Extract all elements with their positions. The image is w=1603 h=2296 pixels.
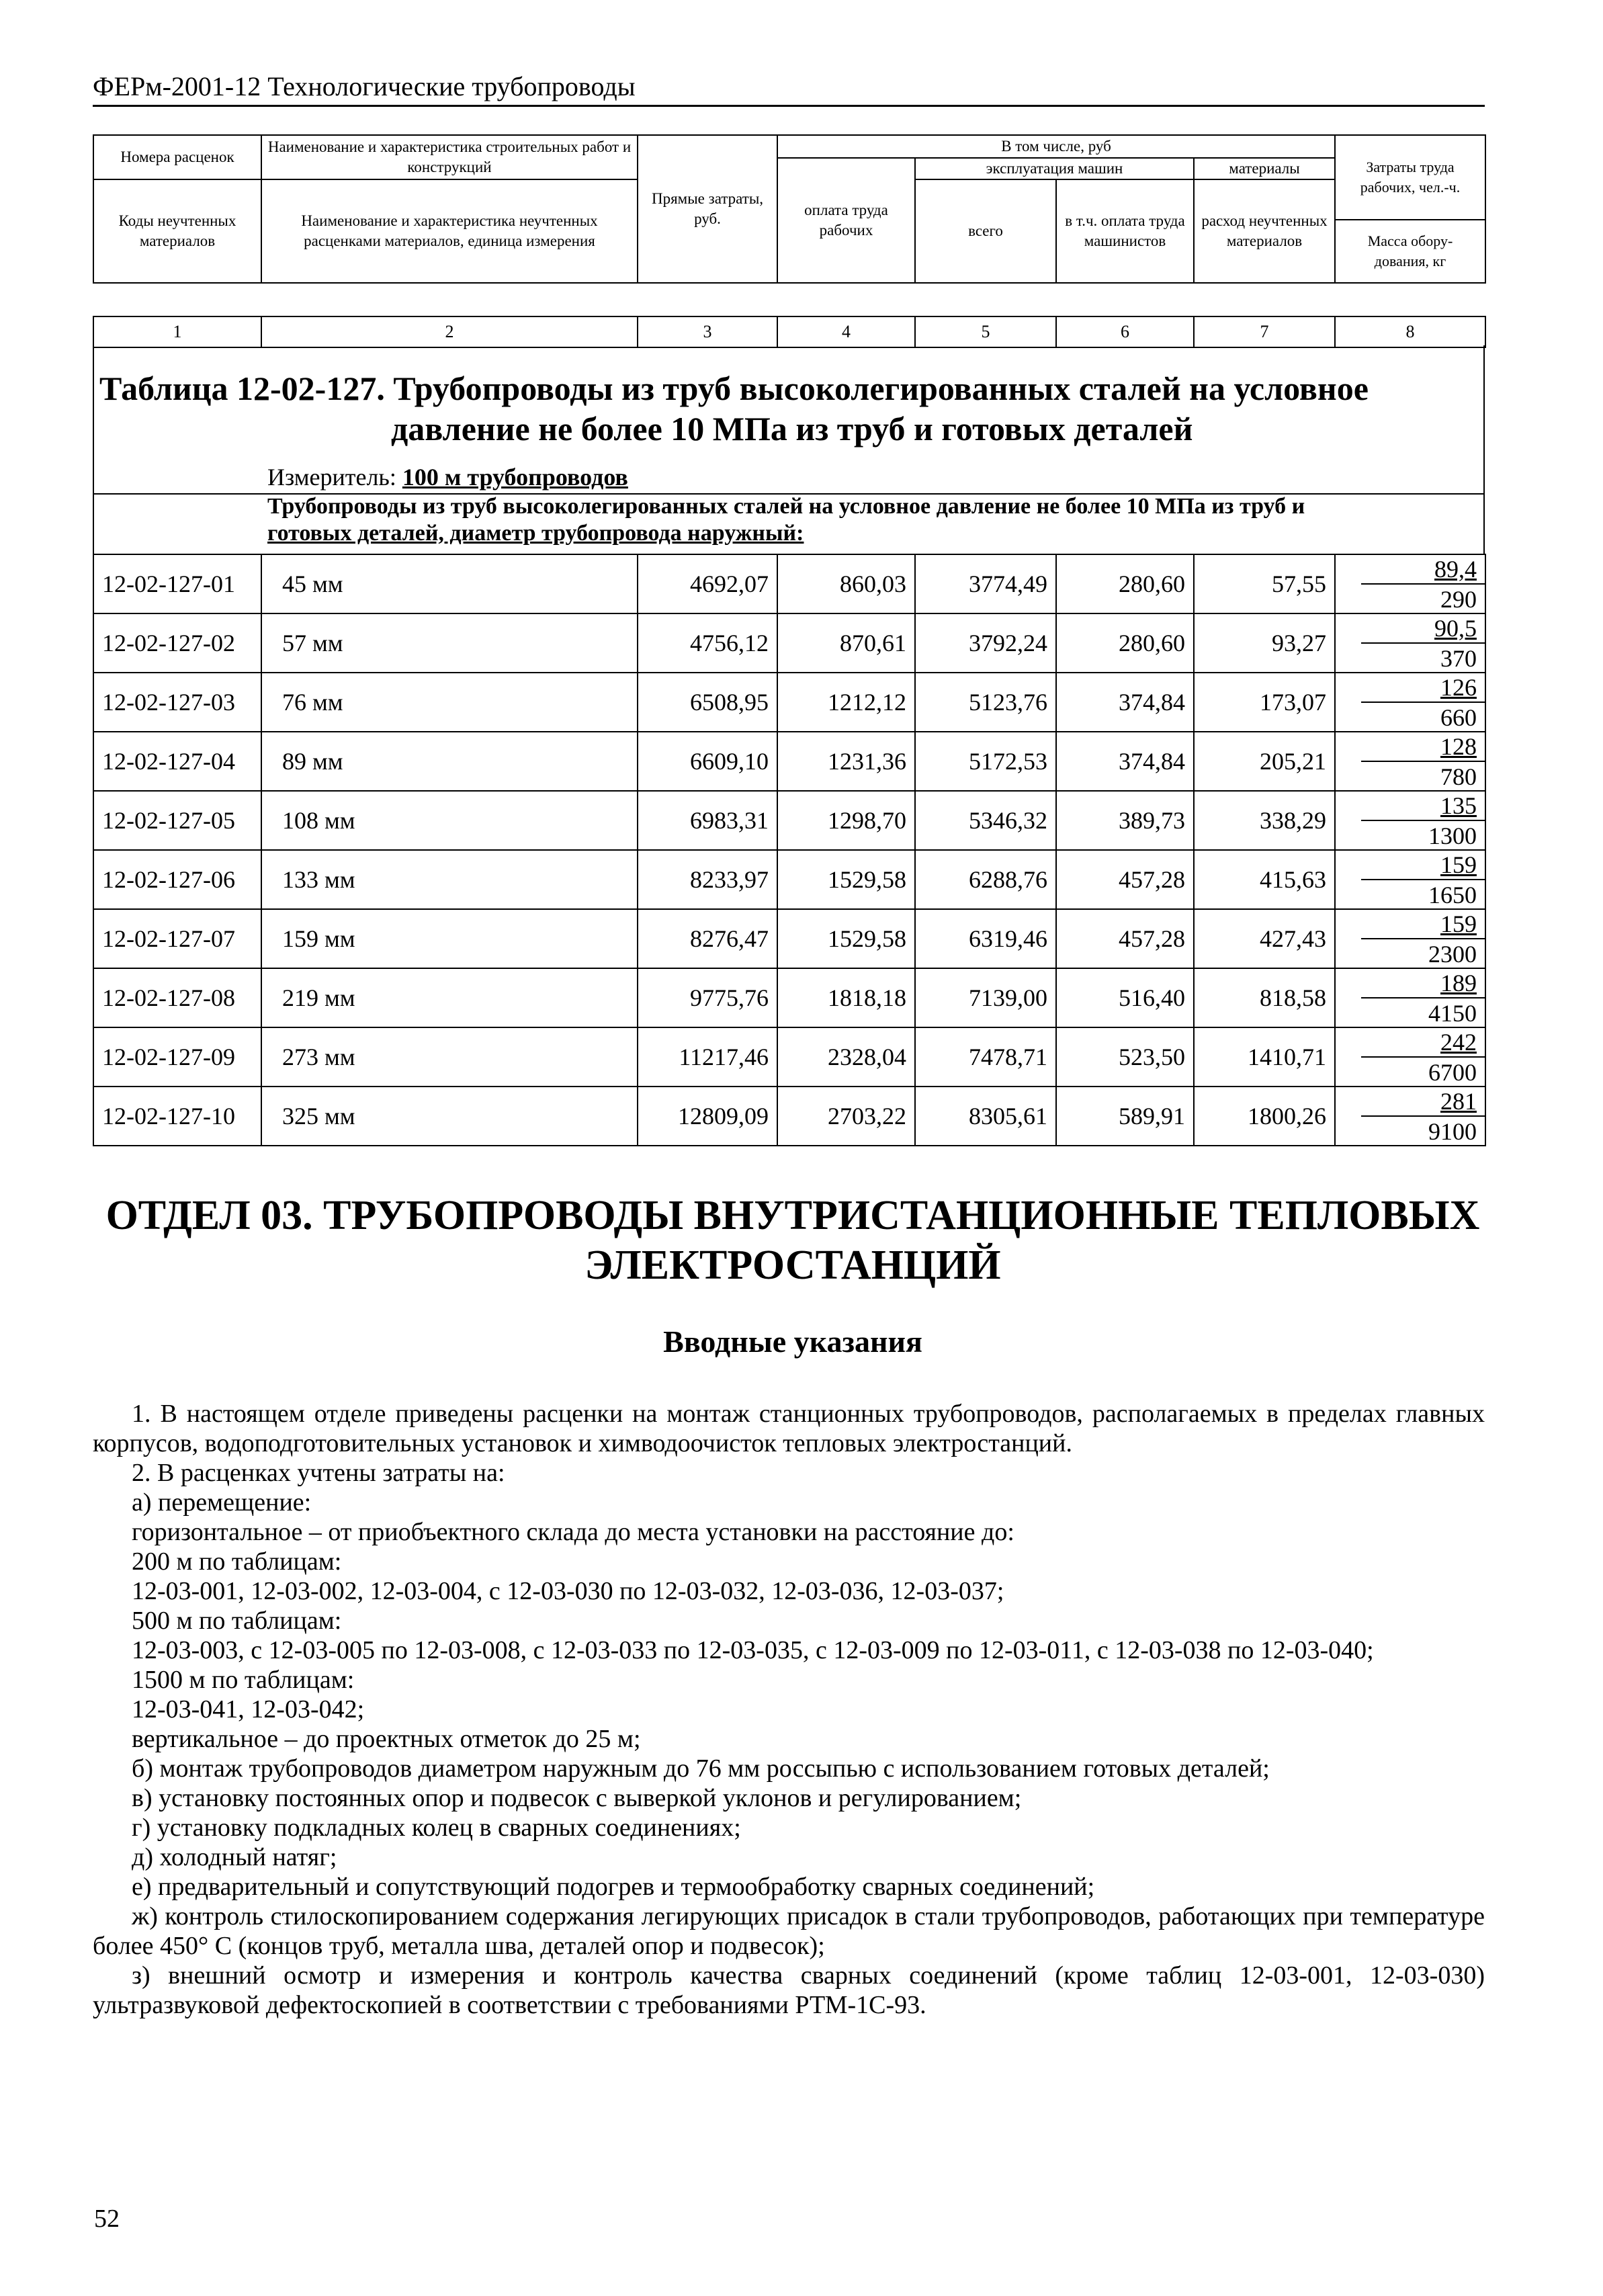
- subheading-line2: готовых деталей, диаметр трубопровода наружный:: [267, 521, 804, 546]
- header-codes-bottom: Коды неучтенных материалов: [93, 179, 261, 283]
- worker-wage: 870,61: [777, 613, 915, 673]
- work-description: 57 мм: [261, 613, 638, 673]
- rate-code: 12-02-127-01: [93, 554, 261, 613]
- direct-costs: 6609,10: [638, 732, 777, 791]
- machines-total: 7139,00: [915, 968, 1056, 1027]
- labor-costs: 159: [1361, 851, 1485, 880]
- materials-cost: 338,29: [1194, 791, 1335, 850]
- table-row: [93, 613, 1485, 673]
- materials-cost: 1410,71: [1194, 1027, 1335, 1087]
- body-paragraph: 12-03-003, с 12-03-005 по 12-03-008, с 12-03-033 по 12-03-035, с 12-03-009 по 12-03-011, с 12-03-038 по 12-03-040;: [132, 1636, 1374, 1664]
- table-row: [93, 968, 1485, 1027]
- rate-code: 12-02-127-02: [93, 613, 261, 673]
- labor-costs: 189: [1361, 970, 1485, 998]
- header-operator-wage: в т.ч. оплата труда машинистов: [1056, 179, 1194, 283]
- body-paragraph: 1. В настоящем отделе приведены расценки на монтаж станционных трубопроводов, располагаемых в пределах главных корпусов, водоподготовительных установок и химводоочисток тепловых электростанций.: [93, 1400, 1485, 1457]
- machines-total: 5123,76: [915, 673, 1056, 732]
- machines-total: 3792,24: [915, 613, 1056, 673]
- equipment-mass: 6700: [1428, 1059, 1477, 1086]
- table-title-line2: давление не более 10 МПа из труб и готовых деталей: [391, 410, 1193, 448]
- table-row: [93, 791, 1485, 850]
- machines-total: 5346,32: [915, 791, 1056, 850]
- running-head: ФЕРм-2001-12 Технологические трубопроводы: [93, 70, 1485, 107]
- header-codes-top: Номера расценок: [93, 135, 261, 179]
- table-title: [99, 368, 1483, 449]
- table-row: [93, 909, 1485, 968]
- frame-line: [93, 345, 94, 555]
- operator-wage: 516,40: [1056, 968, 1194, 1027]
- header-including: В том числе, руб: [777, 135, 1335, 158]
- materials-cost: 93,27: [1194, 613, 1335, 673]
- work-description: 325 мм: [261, 1087, 638, 1146]
- operator-wage: 457,28: [1056, 850, 1194, 909]
- direct-costs: 9775,76: [638, 968, 777, 1027]
- worker-wage: 1529,58: [777, 850, 915, 909]
- operator-wage: 523,50: [1056, 1027, 1194, 1087]
- worker-wage: 860,03: [777, 554, 915, 613]
- labor-costs: 135: [1361, 792, 1485, 821]
- worker-wage: 1212,12: [777, 673, 915, 732]
- labor-and-mass-cell: [1335, 909, 1485, 968]
- column-number: 6: [1056, 316, 1194, 347]
- header-name-bottom: Наименование и характеристика неучтенных расценками материалов, единица измерения: [261, 179, 638, 283]
- table-row: [93, 554, 1485, 613]
- labor-and-mass-cell: [1335, 968, 1485, 1027]
- body-paragraph: 1500 м по таблицам:: [132, 1666, 355, 1694]
- materials-cost: 818,58: [1194, 968, 1335, 1027]
- header-unaccounted-materials: расход неучтенных материалов: [1194, 179, 1335, 283]
- labor-costs: 128: [1361, 733, 1485, 762]
- table-row: [93, 850, 1485, 909]
- table-title-line1: Таблица 12-02-127. Трубопроводы из труб высоколегированных сталей на условное: [99, 370, 1369, 407]
- labor-and-mass-cell: [1335, 673, 1485, 732]
- section-title: [94, 1191, 1491, 1290]
- direct-costs: 8276,47: [638, 909, 777, 968]
- worker-wage: 1818,18: [777, 968, 915, 1027]
- materials-cost: 415,63: [1194, 850, 1335, 909]
- work-description: 89 мм: [261, 732, 638, 791]
- operator-wage: 589,91: [1056, 1087, 1194, 1146]
- equipment-mass: 370: [1440, 645, 1477, 672]
- worker-wage: 2328,04: [777, 1027, 915, 1087]
- column-number: 4: [777, 316, 915, 347]
- equipment-mass: 1300: [1428, 822, 1477, 849]
- measure-unit-value: 100 м трубопроводов: [402, 464, 628, 491]
- labor-and-mass-cell: [1335, 791, 1485, 850]
- rate-code: 12-02-127-07: [93, 909, 261, 968]
- direct-costs: 6508,95: [638, 673, 777, 732]
- header-name-top: Наименование и характеристика строительных работ и конструкций: [261, 135, 638, 179]
- body-paragraph: а) перемещение:: [132, 1488, 312, 1517]
- labor-costs: 89,4: [1361, 556, 1485, 585]
- worker-wage: 1231,36: [777, 732, 915, 791]
- work-description: 133 мм: [261, 850, 638, 909]
- frame-line: [1483, 345, 1485, 555]
- operator-wage: 280,60: [1056, 554, 1194, 613]
- body-paragraph: 500 м по таблицам:: [132, 1607, 342, 1635]
- operator-wage: 374,84: [1056, 732, 1194, 791]
- body-paragraph: з) внешний осмотр и измерения и контроль качества сварных соединений (кроме таблиц 12-03-001, 12-03-030) ультразвуковой дефектоскопией в соответствии с требованиями РТМ-1С-93.: [93, 1961, 1485, 2019]
- direct-costs: 12809,09: [638, 1087, 777, 1146]
- labor-and-mass-cell: [1335, 554, 1485, 613]
- machines-total: 7478,71: [915, 1027, 1056, 1087]
- equipment-mass: 2300: [1428, 941, 1477, 968]
- machines-total: 6319,46: [915, 909, 1056, 968]
- machines-total: 6288,76: [915, 850, 1056, 909]
- column-number: 8: [1335, 316, 1485, 347]
- direct-costs: 11217,46: [638, 1027, 777, 1087]
- operator-wage: 280,60: [1056, 613, 1194, 673]
- work-description: 45 мм: [261, 554, 638, 613]
- direct-costs: 4692,07: [638, 554, 777, 613]
- machines-total: 8305,61: [915, 1087, 1056, 1146]
- measure-unit: [267, 462, 628, 492]
- table-row: [93, 1087, 1485, 1146]
- work-description: 108 мм: [261, 791, 638, 850]
- operator-wage: 457,28: [1056, 909, 1194, 968]
- materials-cost: 427,43: [1194, 909, 1335, 968]
- body-paragraph: д) холодный натяг;: [132, 1843, 337, 1871]
- materials-cost: 57,55: [1194, 554, 1335, 613]
- labor-and-mass-cell: [1335, 613, 1485, 673]
- equipment-mass: 780: [1440, 763, 1477, 790]
- header-machines-total: всего: [915, 179, 1056, 283]
- labor-costs: 126: [1361, 674, 1485, 703]
- body-paragraph: 200 м по таблицам:: [132, 1547, 342, 1576]
- direct-costs: 6983,31: [638, 791, 777, 850]
- body-paragraph: вертикальное – до проектных отметок до 25 м;: [132, 1725, 641, 1753]
- body-paragraph: 12-03-001, 12-03-002, 12-03-004, с 12-03-030 по 12-03-032, 12-03-036, 12-03-037;: [132, 1577, 1004, 1605]
- labor-and-mass-cell: [1335, 1087, 1485, 1146]
- body-paragraph: г) установку подкладных колец в сварных соединениях;: [132, 1814, 741, 1842]
- header-materials: материалы: [1194, 158, 1335, 179]
- column-number: 5: [915, 316, 1056, 347]
- body-paragraph: в) установку постоянных опор и подвесок с выверкой уклонов и регулированием;: [132, 1784, 1022, 1812]
- labor-costs: 242: [1361, 1029, 1485, 1058]
- column-number: 3: [638, 316, 777, 347]
- table-subheading: [267, 493, 1477, 547]
- rate-code: 12-02-127-04: [93, 732, 261, 791]
- subheading-line1: Трубопроводы из труб высоколегированных сталей на условное давление не более 10 МПа из труб и: [267, 494, 1305, 519]
- labor-costs: 90,5: [1361, 615, 1485, 644]
- section-title-line1: ОТДЕЛ 03. ТРУБОПРОВОДЫ ВНУТРИСТАНЦИОННЫЕ ТЕПЛОВЫХ: [105, 1193, 1480, 1238]
- table-row: [93, 732, 1485, 791]
- body-paragraph: 2. В расценках учтены затраты на:: [132, 1459, 505, 1487]
- equipment-mass: 1650: [1428, 882, 1477, 908]
- equipment-mass: 290: [1440, 586, 1477, 613]
- rate-code: 12-02-127-08: [93, 968, 261, 1027]
- column-number-row: [93, 316, 1486, 348]
- equipment-mass: 660: [1440, 704, 1477, 731]
- column-header-table: [93, 134, 1486, 284]
- column-number: 2: [261, 316, 638, 347]
- work-description: 219 мм: [261, 968, 638, 1027]
- header-labor-costs: Затраты труда рабочих, чел.-ч.: [1335, 135, 1485, 220]
- labor-and-mass-cell: [1335, 850, 1485, 909]
- measure-unit-label: Измеритель:: [267, 464, 402, 491]
- introductory-notes-title: Вводные указания: [663, 1324, 922, 1359]
- header-machines: эксплуатация машин: [915, 158, 1194, 179]
- equipment-mass: 9100: [1428, 1118, 1477, 1145]
- labor-costs: 281: [1361, 1088, 1485, 1117]
- materials-cost: 1800,26: [1194, 1087, 1335, 1146]
- machines-total: 3774,49: [915, 554, 1056, 613]
- labor-costs: 159: [1361, 910, 1485, 939]
- column-number: 7: [1194, 316, 1335, 347]
- work-description: 273 мм: [261, 1027, 638, 1087]
- table-row: [93, 1027, 1485, 1087]
- table-row: [93, 673, 1485, 732]
- work-description: 159 мм: [261, 909, 638, 968]
- rates-table: [93, 554, 1486, 1146]
- header-equipment-mass: Масса обору-дования, кг: [1335, 220, 1485, 283]
- rate-code: 12-02-127-03: [93, 673, 261, 732]
- worker-wage: 2703,22: [777, 1087, 915, 1146]
- section-title-line2: ЭЛЕКТРОСТАНЦИЙ: [584, 1242, 1001, 1288]
- labor-and-mass-cell: [1335, 732, 1485, 791]
- operator-wage: 389,73: [1056, 791, 1194, 850]
- materials-cost: 205,21: [1194, 732, 1335, 791]
- body-paragraph: б) монтаж трубопроводов диаметром наружным до 76 мм россыпью с использованием готовых деталей;: [132, 1754, 1270, 1783]
- column-number: 1: [93, 316, 261, 347]
- header-direct-costs: Прямые затраты, руб.: [638, 135, 777, 283]
- worker-wage: 1529,58: [777, 909, 915, 968]
- labor-and-mass-cell: [1335, 1027, 1485, 1087]
- equipment-mass: 4150: [1428, 1000, 1477, 1027]
- direct-costs: 8233,97: [638, 850, 777, 909]
- header-worker-wage: оплата труда рабочих: [777, 158, 915, 283]
- page-number: 52: [94, 2205, 120, 2233]
- materials-cost: 173,07: [1194, 673, 1335, 732]
- body-paragraph: 12-03-041, 12-03-042;: [132, 1695, 365, 1724]
- rate-code: 12-02-127-05: [93, 791, 261, 850]
- work-description: 76 мм: [261, 673, 638, 732]
- rate-code: 12-02-127-06: [93, 850, 261, 909]
- worker-wage: 1298,70: [777, 791, 915, 850]
- rate-code: 12-02-127-10: [93, 1087, 261, 1146]
- machines-total: 5172,53: [915, 732, 1056, 791]
- introductory-notes-body: [93, 1399, 1485, 2020]
- operator-wage: 374,84: [1056, 673, 1194, 732]
- rate-code: 12-02-127-09: [93, 1027, 261, 1087]
- direct-costs: 4756,12: [638, 613, 777, 673]
- body-paragraph: е) предварительный и сопутствующий подогрев и термообработку сварных соединений;: [132, 1873, 1095, 1901]
- body-paragraph: ж) контроль стилоскопированием содержания легирующих присадок в стали трубопроводов, работающих при температуре более 450° С (концов труб, металла шва, деталей опор и подвесок);: [93, 1902, 1485, 1960]
- body-paragraph: горизонтальное – от приобъектного склада до места установки на расстояние до:: [132, 1518, 1014, 1546]
